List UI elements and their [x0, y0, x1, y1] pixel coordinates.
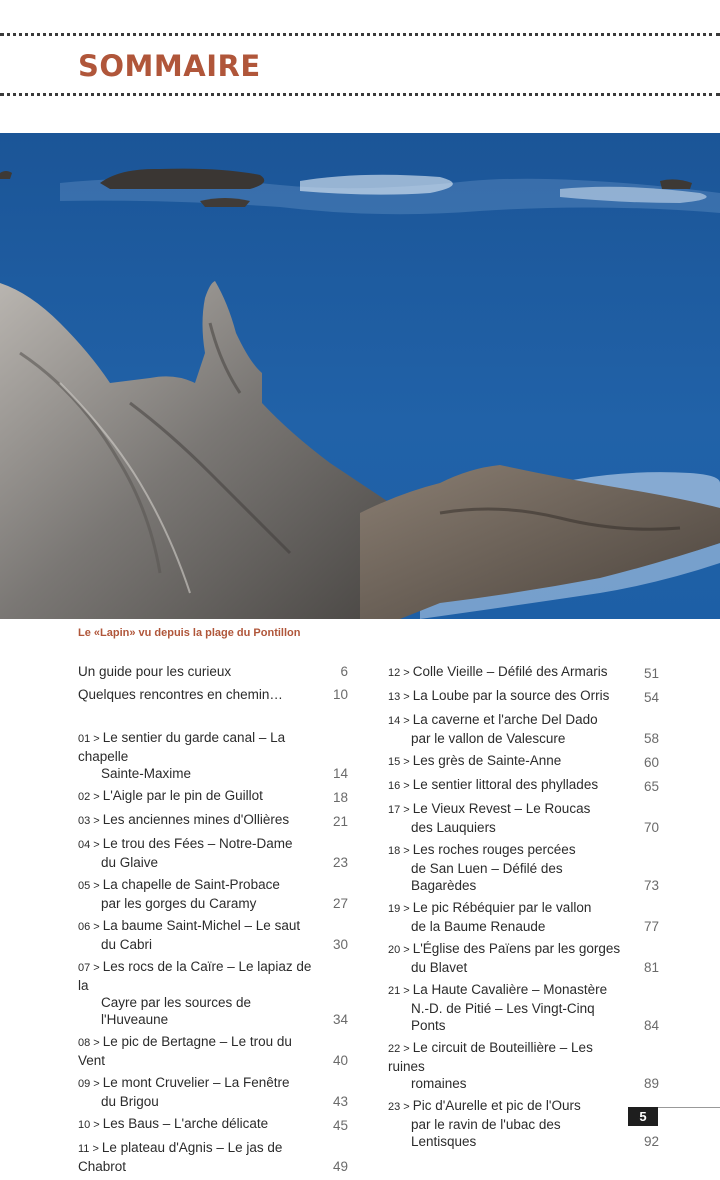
- toc-page-number: 18: [332, 790, 348, 805]
- toc-intro-entry[interactable]: Quelques rencontres en chemin… 10: [78, 687, 348, 702]
- toc-entry[interactable]: 19 > Le pic Rébéquier par le vallon de la Baume Renaude 77: [388, 900, 659, 934]
- toc-entry[interactable]: 01 > Le sentier du garde canal – La chapelle Sainte-Maxime 14: [78, 730, 348, 781]
- toc-entry[interactable]: 14 > La caverne et l'arche Del Dado par le vallon de Valescure 58: [388, 712, 659, 746]
- photo-illustration: [0, 133, 720, 619]
- toc-entry[interactable]: 05 > La chapelle de Saint-Probace par les gorges du Caramy 27: [78, 877, 348, 911]
- photo-caption: Le «Lapin» vu depuis la plage du Pontillon: [78, 627, 301, 639]
- toc-page-number: 49: [332, 1159, 348, 1174]
- toc-page-number: 51: [643, 666, 659, 681]
- toc-page-number: 30: [332, 937, 348, 952]
- toc-page-number: 27: [332, 896, 348, 911]
- toc-page-number: 14: [332, 766, 348, 781]
- toc-right-column: [388, 663, 659, 1155]
- toc-page-number: 40: [332, 1053, 348, 1068]
- toc-page-number: 10: [332, 687, 348, 702]
- toc-entry[interactable]: 03 > Les anciennes mines d'Ollières 21: [78, 812, 348, 829]
- toc-page-number: 6: [340, 664, 348, 679]
- toc-page-number: 89: [643, 1076, 659, 1091]
- toc-entry[interactable]: 12 > Colle Vieille – Défilé des Armaris 51: [388, 664, 659, 681]
- toc-entry[interactable]: 15 > Les grès de Sainte-Anne 60: [388, 753, 659, 770]
- toc-page-number: 34: [332, 1012, 348, 1027]
- toc-page-number: 60: [643, 755, 659, 770]
- toc-left-column: [78, 663, 348, 1180]
- toc-entry[interactable]: 17 > Le Vieux Revest – Le Roucas des Lauquiers 70: [388, 801, 659, 835]
- toc-page-number: 70: [643, 820, 659, 835]
- toc-page-number: 77: [643, 919, 659, 934]
- toc-entry[interactable]: 07 > Les rocs de la Caïre – Le lapiaz de la Cayre par les sources de l'Huveaune 34: [78, 959, 348, 1027]
- toc-page-number: 45: [332, 1118, 348, 1133]
- coastal-rock-photo: [0, 133, 720, 619]
- toc-page-number: 84: [643, 1018, 659, 1033]
- toc-entry[interactable]: 13 > La Loube par la source des Orris 54: [388, 688, 659, 705]
- toc-page-number: 81: [643, 960, 659, 975]
- toc-page-number: 92: [643, 1134, 659, 1149]
- toc-entry[interactable]: 16 > Le sentier littoral des phyllades 65: [388, 777, 659, 794]
- page-number-badge: 5: [628, 1107, 658, 1126]
- toc-entry[interactable]: 21 > La Haute Cavalière – Monastère N.-D. de Pitié – Les Vingt-Cinq Ponts 84: [388, 982, 659, 1033]
- bottom-dotted-rule: [0, 93, 720, 96]
- toc-page-number: 65: [643, 779, 659, 794]
- top-dotted-rule: [0, 33, 720, 36]
- toc-entry[interactable]: 02 > L'Aigle par le pin de Guillot 18: [78, 788, 348, 805]
- toc-page-number: 43: [332, 1094, 348, 1109]
- toc-page-number: 73: [643, 878, 659, 893]
- toc-entry[interactable]: 09 > Le mont Cruvelier – La Fenêtre du Brigou 43: [78, 1075, 348, 1109]
- toc-page-number: 21: [332, 814, 348, 829]
- toc-page-number: 23: [332, 855, 348, 870]
- toc-entry[interactable]: 22 > Le circuit de Bouteillière – Les ruines romaines 89: [388, 1040, 659, 1091]
- page-number-rule: [658, 1107, 720, 1108]
- toc-entry[interactable]: 06 > La baume Saint-Michel – Le saut du Cabri 30: [78, 918, 348, 952]
- toc-entry[interactable]: 08 > Le pic de Bertagne – Le trou du Vent 40: [78, 1034, 348, 1068]
- toc-intro-entry[interactable]: Un guide pour les curieux 6: [78, 664, 348, 679]
- toc-entry[interactable]: 20 > L'Église des Païens par les gorges du Blavet 81: [388, 941, 659, 975]
- toc-page-number: 54: [643, 690, 659, 705]
- toc-page-number: 58: [643, 731, 659, 746]
- toc-entry[interactable]: 10 > Les Baus – L'arche délicate 45: [78, 1116, 348, 1133]
- toc-entry[interactable]: 04 > Le trou des Fées – Notre-Dame du Glaive 23: [78, 836, 348, 870]
- page-title: SOMMAIRE: [78, 49, 261, 83]
- toc-entry[interactable]: 11 > Le plateau d'Agnis – Le jas de Chabrot 49: [78, 1140, 348, 1174]
- toc-entry[interactable]: 23 > Pic d'Aurelle et pic de l'Ours par le ravin de l'ubac des Lentisques 92: [388, 1098, 659, 1149]
- toc-entry[interactable]: 18 > Les roches rouges percées de San Luen – Défilé des Bagarèdes 73: [388, 842, 659, 893]
